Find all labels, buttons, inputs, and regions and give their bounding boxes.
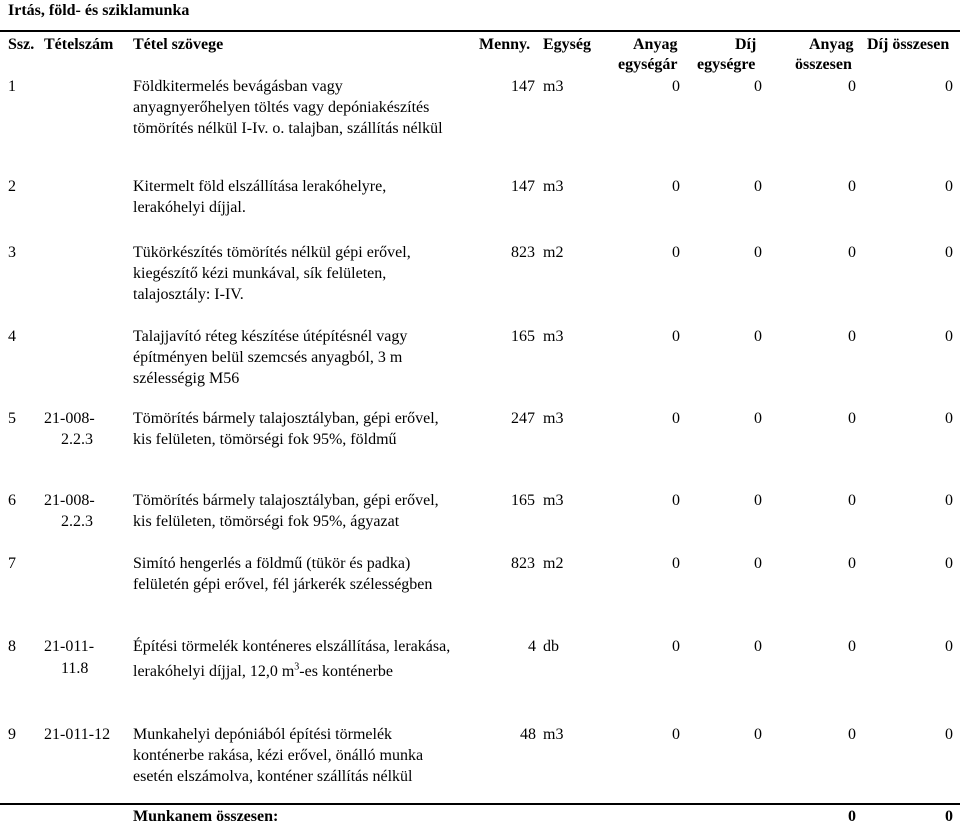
row-desc-line: kis felületen, tömörségi fok 95%, ágyazat [133, 513, 400, 530]
row-menny: 247 [511, 410, 535, 427]
row-menny: 4 [528, 638, 536, 655]
row-desc-line: esetén elszámolva, konténer szállítás nélkül [133, 768, 413, 785]
row-desc-line: talajosztály: I-IV. [133, 286, 244, 303]
row-egyseg: m3 [543, 492, 564, 509]
row-ssz: 4 [8, 328, 16, 345]
row-ssz: 6 [8, 492, 16, 509]
row-desc-line: Talajjavító réteg készítése útépítésnél vagy [133, 328, 408, 345]
row-ssz: 5 [8, 410, 16, 427]
header-menny: Menny. [479, 36, 531, 53]
row-desc-line: tömörítés nélkül I-Iv. o. talajban, szállítás nélkül [133, 120, 443, 137]
row-tetelszam-line: 21-008- [44, 410, 95, 427]
row-dij-osszesen: 0 [945, 638, 953, 655]
row-desc-line: lerakóhelyi díjjal. [133, 199, 246, 216]
header-anyag-egysegar-2: egységár [618, 56, 678, 73]
summary-anyag-osszesen: 0 [848, 808, 856, 825]
row-desc-line: Munkahelyi depóniából építési törmelék [133, 726, 393, 743]
row-menny: 165 [511, 328, 535, 345]
row-dij-egysegre: 0 [754, 78, 762, 95]
row-desc-line: Tömörítés bármely talajosztályban, gépi erővel, [133, 410, 439, 427]
footer-top-rule [0, 803, 960, 805]
row-tetelszam-line: 21-011- [44, 638, 95, 655]
row-dij-osszesen: 0 [945, 328, 953, 345]
row-egyseg: m3 [543, 328, 564, 345]
row-dij-egysegre: 0 [754, 555, 762, 572]
row-anyag-osszesen: 0 [848, 78, 856, 95]
row-anyag-egysegar: 0 [672, 638, 680, 655]
row-anyag-egysegar: 0 [672, 726, 680, 743]
row-desc-text: -es konténerbe [299, 663, 394, 680]
row-dij-egysegre: 0 [754, 726, 762, 743]
row-menny: 823 [511, 555, 535, 572]
page-title: Irtás, föld- és sziklamunka [8, 2, 190, 19]
header-egyseg: Egység [543, 36, 591, 53]
row-desc-line: Földkitermelés bevágásban vagy [133, 78, 343, 95]
row-dij-egysegre: 0 [754, 178, 762, 195]
row-menny: 48 [520, 726, 536, 743]
row-anyag-egysegar: 0 [672, 555, 680, 572]
header-ssz: Ssz. [8, 36, 35, 53]
row-desc-text: lerakóhelyi díjjal, 12,0 m [133, 663, 295, 680]
row-dij-osszesen: 0 [945, 244, 953, 261]
row-ssz: 3 [8, 244, 16, 261]
superscript: 3 [294, 661, 300, 673]
row-tetelszam-line: 2.2.3 [61, 431, 93, 448]
row-dij-egysegre: 0 [754, 638, 762, 655]
row-anyag-osszesen: 0 [848, 726, 856, 743]
row-desc-line: építményen belül szemcsés anyagból, 3 m [133, 349, 403, 366]
header-tetel-szovege: Tétel szövege [133, 36, 224, 53]
row-desc-line: felületén gépi erővel, fél járkerék szélességben [133, 576, 433, 593]
row-desc-line: konténerbe rakása, kézi erővel, önálló munka [133, 747, 424, 764]
header-anyag-osszesen-1: Anyag [809, 36, 854, 53]
row-egyseg: m3 [543, 178, 564, 195]
row-anyag-egysegar: 0 [672, 328, 680, 345]
header-tetelszam: Tételszám [44, 36, 114, 53]
row-desc-line: kiegészítő kézi munkával, sík felületen, [133, 265, 387, 282]
row-dij-egysegre: 0 [754, 492, 762, 509]
row-ssz: 8 [8, 638, 16, 655]
row-egyseg: m2 [543, 555, 564, 572]
row-anyag-osszesen: 0 [848, 492, 856, 509]
row-egyseg: m3 [543, 78, 564, 95]
summary-label: Munkanem összesen: [133, 808, 279, 825]
row-anyag-egysegar: 0 [672, 178, 680, 195]
row-egyseg: m3 [543, 410, 564, 427]
row-dij-osszesen: 0 [945, 726, 953, 743]
row-dij-egysegre: 0 [754, 410, 762, 427]
header-anyag-osszesen-2: összesen [795, 56, 852, 73]
row-menny: 147 [511, 178, 535, 195]
row-dij-osszesen: 0 [945, 492, 953, 509]
row-anyag-egysegar: 0 [672, 78, 680, 95]
row-dij-egysegre: 0 [754, 244, 762, 261]
row-tetelszam: 21-011-12 [44, 726, 111, 743]
row-dij-osszesen: 0 [945, 178, 953, 195]
row-anyag-egysegar: 0 [672, 492, 680, 509]
row-desc-line: Tömörítés bármely talajosztályban, gépi erővel, [133, 492, 439, 509]
row-anyag-egysegar: 0 [672, 244, 680, 261]
row-desc-line: Építési törmelék konténeres elszállítása, lerakása, [133, 638, 451, 655]
row-anyag-osszesen: 0 [848, 410, 856, 427]
row-dij-osszesen: 0 [945, 78, 953, 95]
row-menny: 823 [511, 244, 535, 261]
row-tetelszam-line: 2.2.3 [61, 513, 93, 530]
row-desc-line: Tükörkészítés tömörítés nélkül gépi erővel, [133, 244, 411, 261]
row-menny: 147 [511, 78, 535, 95]
row-ssz: 9 [8, 726, 16, 743]
row-anyag-osszesen: 0 [848, 244, 856, 261]
row-anyag-egysegar: 0 [672, 410, 680, 427]
header-dij-osszesen: Díj összesen [867, 36, 950, 53]
row-desc-line: Simító hengerlés a földmű (tükör és padka) [133, 555, 411, 572]
row-ssz: 7 [8, 555, 16, 572]
row-tetelszam-line: 11.8 [61, 660, 89, 677]
row-anyag-osszesen: 0 [848, 555, 856, 572]
row-ssz: 2 [8, 178, 16, 195]
row-desc-line: Kitermelt föld elszállítása lerakóhelyre, [133, 178, 387, 195]
row-anyag-osszesen: 0 [848, 178, 856, 195]
header-dij-egysegre-2: egységre [697, 56, 756, 73]
row-menny: 165 [511, 492, 535, 509]
row-ssz: 1 [8, 78, 16, 95]
header-anyag-egysegar-1: Anyag [633, 36, 678, 53]
row-desc-line: kis felületen, tömörségi fok 95%, földmű [133, 431, 397, 448]
row-anyag-osszesen: 0 [848, 638, 856, 655]
row-dij-osszesen: 0 [945, 410, 953, 427]
header-dij-egysegre-1: Díj [735, 36, 757, 53]
summary-dij-osszesen: 0 [945, 808, 953, 825]
row-egyseg: m2 [543, 244, 564, 261]
row-egyseg: m3 [543, 726, 564, 743]
row-desc-line: szélességig M56 [133, 370, 240, 387]
row-egyseg: db [543, 638, 559, 655]
row-desc-line-with-superscript [133, 661, 393, 683]
row-desc-line: anyagnyerőhelyen töltés vagy depóniakészítés [133, 99, 430, 116]
row-anyag-osszesen: 0 [848, 328, 856, 345]
row-dij-egysegre: 0 [754, 328, 762, 345]
row-tetelszam-line: 21-008- [44, 492, 95, 509]
header-top-rule [0, 30, 960, 32]
row-dij-osszesen: 0 [945, 555, 953, 572]
